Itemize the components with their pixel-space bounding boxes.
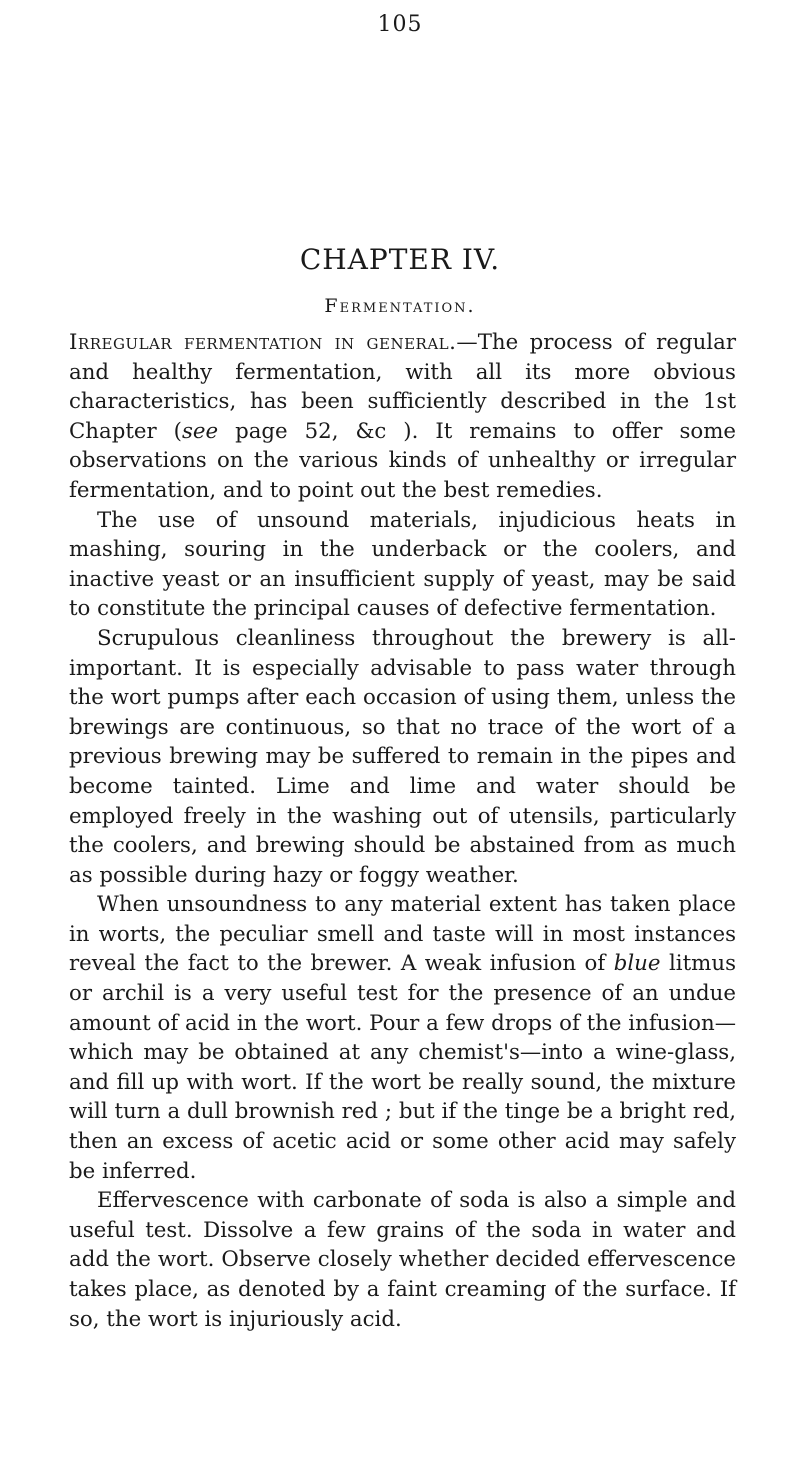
paragraph-text: Scrupulous cleanliness throughout the brewery is all-important. It is especially advisable to pass water through the wort pumps after each occasion of using them, unless the brewings are continuous, so that no trace of the wort of a previous brewing may be suffered to remain in the pipes and become tainted. Lime and lime and water should be employed freely in the washing out of utensils, particularly the coolers, and brewing should be abstained from as much as possible during hazy or foggy weather. — [69, 625, 736, 888]
paragraph-irregular-fermentation — [69, 328, 736, 506]
paragraph-litmus-test — [69, 890, 736, 1186]
paragraph-lead-in: Irregular fermentation in general. — [69, 330, 457, 355]
section-heading: Fermentation. — [324, 295, 476, 317]
paragraph-text: litmus or archil is a very useful test for the presence of an undue amount of acid in the wort. Pour a few drops of the infusion—which may be obtained at any chemist's—into a wine-glass, and fill up with wort. If the wort be really sound, the mixture will turn a dull brownish red ; but if the tinge be a bright red, then an excess of acetic acid or some other acid may safely be inferred. — [69, 951, 737, 1184]
paragraph-causes — [69, 506, 736, 624]
paragraph-text: page 52, &c ). It remains to offer some observations on the various kinds of unhealthy or irregular fermentation, and to point out the best remedies. — [69, 418, 737, 503]
paragraph-soda-test — [69, 1186, 736, 1334]
paragraph-text: The process of regular and healthy fermentation, with all its more obvious characteristics, has been sufficiently described in the 1st Chapter ( — [69, 330, 736, 444]
italic-word: see — [181, 418, 219, 444]
em-dash: — — [456, 330, 478, 355]
paragraph-text: The use of unsound materials, injudicious heats in mashing, souring in the underback or the coolers, and inactive yeast or an insufficient supply of yeast, may be said to constitute the principal causes of defective fermentation. — [69, 507, 736, 622]
italic-word: blue — [613, 951, 661, 977]
body-text — [69, 328, 736, 1334]
paragraph-text: When unsoundness to any material extent has taken place in worts, the peculiar smell and taste will in most instances reveal the fact to the brewer. A weak infusion of — [69, 892, 736, 977]
paragraph-cleanliness — [69, 624, 736, 890]
page-number: 105 — [377, 12, 423, 37]
paragraph-text: Effervescence with carbonate of soda is also a simple and useful test. Dissolve a few grains of the soda in water and add the wort. Observe closely whether decided effervescence takes place, as denoted by a faint creaming of the surface. If so, the wort is injuriously acid. — [69, 1188, 736, 1332]
chapter-heading: CHAPTER IV. — [299, 243, 501, 276]
